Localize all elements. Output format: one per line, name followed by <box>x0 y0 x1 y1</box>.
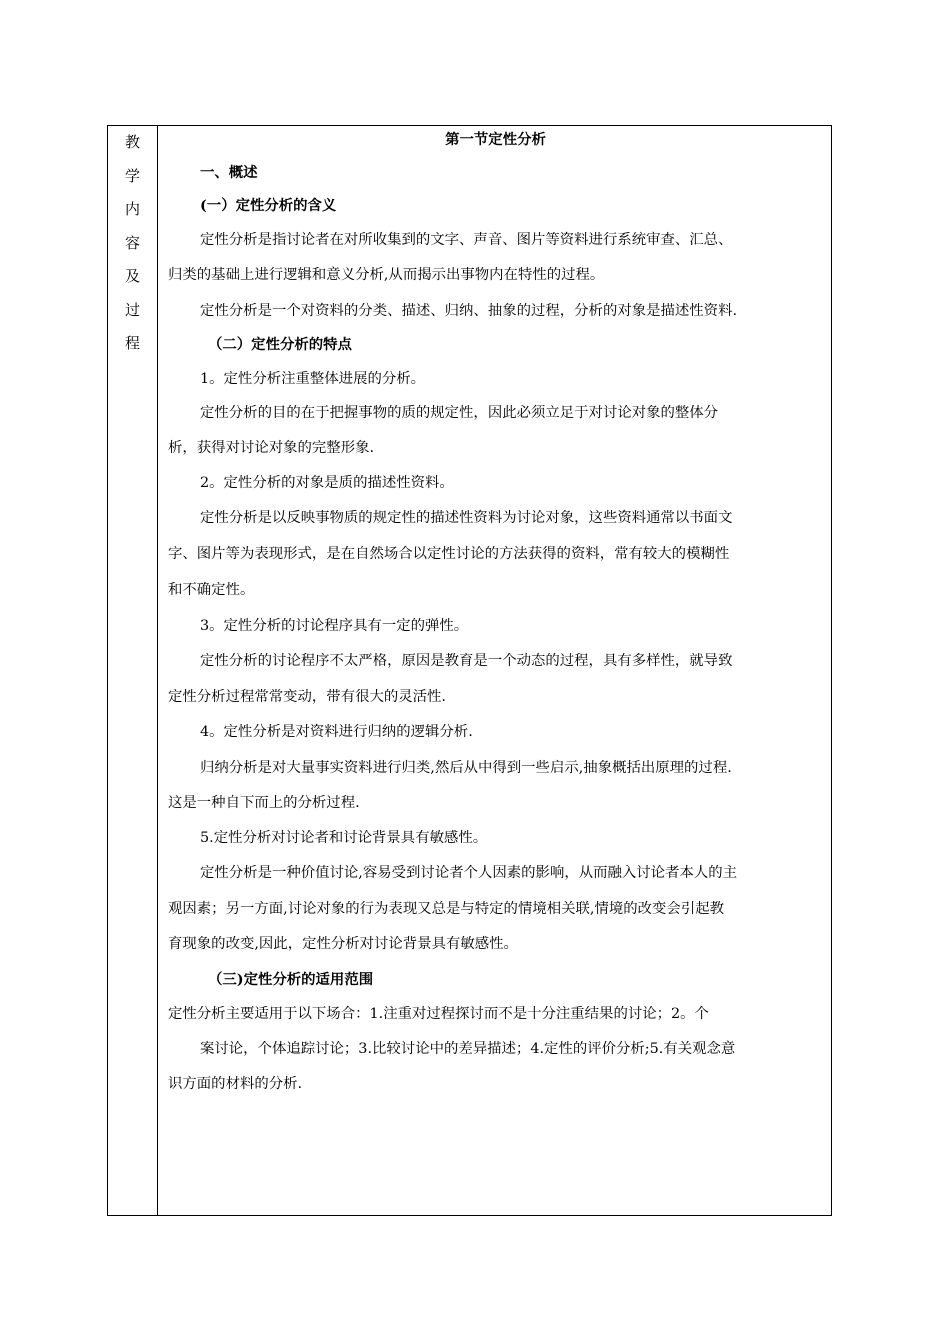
column-divider <box>157 126 158 1215</box>
sidebar-char: 学 <box>124 166 140 185</box>
sidebar-char: 过 <box>124 300 140 319</box>
text-line: 归纳分析是对大量事实资料进行归类,然后从中得到一些启示,抽象概括出原理的过程. <box>200 760 732 776</box>
text-line: 定性分析的目的在于把握事物的质的规定性，因此必须立足于对讨论对象的整体分 <box>200 405 719 421</box>
text-line: 育现象的改变,因此，定性分析对讨论背景具有敏感性。 <box>168 936 518 952</box>
text-line: 2。定性分析的对象是质的描述性资料。 <box>200 475 454 491</box>
text-line: 识方面的材料的分析. <box>168 1076 303 1092</box>
section-title: 第一节定性分析 <box>445 131 546 148</box>
text-line: 4。定性分析是对资料进行归纳的逻辑分析. <box>200 724 473 740</box>
text-line: 3。定性分析的讨论程序具有一定的弹性。 <box>200 618 469 634</box>
text-line: 定性分析是一个对资料的分类、描述、归纳、抽象的过程，分析的对象是描述性资料. <box>200 303 738 319</box>
text-line: 定性分析是一种价值讨论,容易受到讨论者个人因素的影响，从而融入讨论者本人的主 <box>200 865 738 881</box>
text-line: 字、图片等为表现形式，是在自然场合以定性讨论的方法获得的资料，常有较大的模糊性 <box>168 546 730 562</box>
text-line: 案讨论，个体追踪讨论；3.比较讨论中的差异描述；4.定性的评价分析;5.有关观念意 <box>200 1041 736 1057</box>
sidebar-char: 容 <box>124 233 140 252</box>
heading: 一、概述 <box>200 164 258 181</box>
text-line: 定性分析是指讨论者在对所收集到的文字、声音、图片等资料进行系统审查、汇总、 <box>200 232 733 248</box>
text-line: 归类的基础上进行逻辑和意义分析,从而揭示出事物内在特性的过程。 <box>168 267 605 283</box>
text-line: 1。定性分析注重整体进展的分析。 <box>200 371 426 387</box>
text-line: 定性分析过程常常变动，带有很大的灵活性. <box>168 689 446 705</box>
text-line: 定性分析的讨论程序不太严格，原因是教育是一个动态的过程，具有多样性，就导致 <box>200 653 733 669</box>
text-line: 和不确定性。 <box>168 582 255 598</box>
sidebar-char: 及 <box>124 267 140 285</box>
text-line: 定性分析是以反映事物质的规定性的描述性资料为讨论对象，这些资料通常以书面文 <box>200 510 733 526</box>
text-line: 观因素；另一方面,讨论对象的行为表现又总是与特定的情境相关联,情境的改变会引起教 <box>168 901 724 917</box>
subheading: （三)定性分析的适用范围 <box>208 971 374 988</box>
text-line: 析，获得对讨论对象的完整形象. <box>168 440 375 456</box>
lesson-table <box>107 125 832 1216</box>
text-line: 定性分析主要适用于以下场合：1.注重对过程探讨而不是十分注重结果的讨论；2。个 <box>168 1006 709 1022</box>
text-line: 5.定性分析对讨论者和讨论背景具有敏感性。 <box>200 830 488 846</box>
sidebar-char: 内 <box>124 200 140 218</box>
sidebar-label <box>108 126 157 361</box>
subheading: (一）定性分析的含义 <box>200 197 337 214</box>
sidebar-char: 程 <box>124 334 140 352</box>
sidebar-char: 教 <box>124 133 140 151</box>
text-line: 这是一种自下而上的分析过程. <box>168 795 360 811</box>
subheading: （二）定性分析的特点 <box>208 336 352 353</box>
